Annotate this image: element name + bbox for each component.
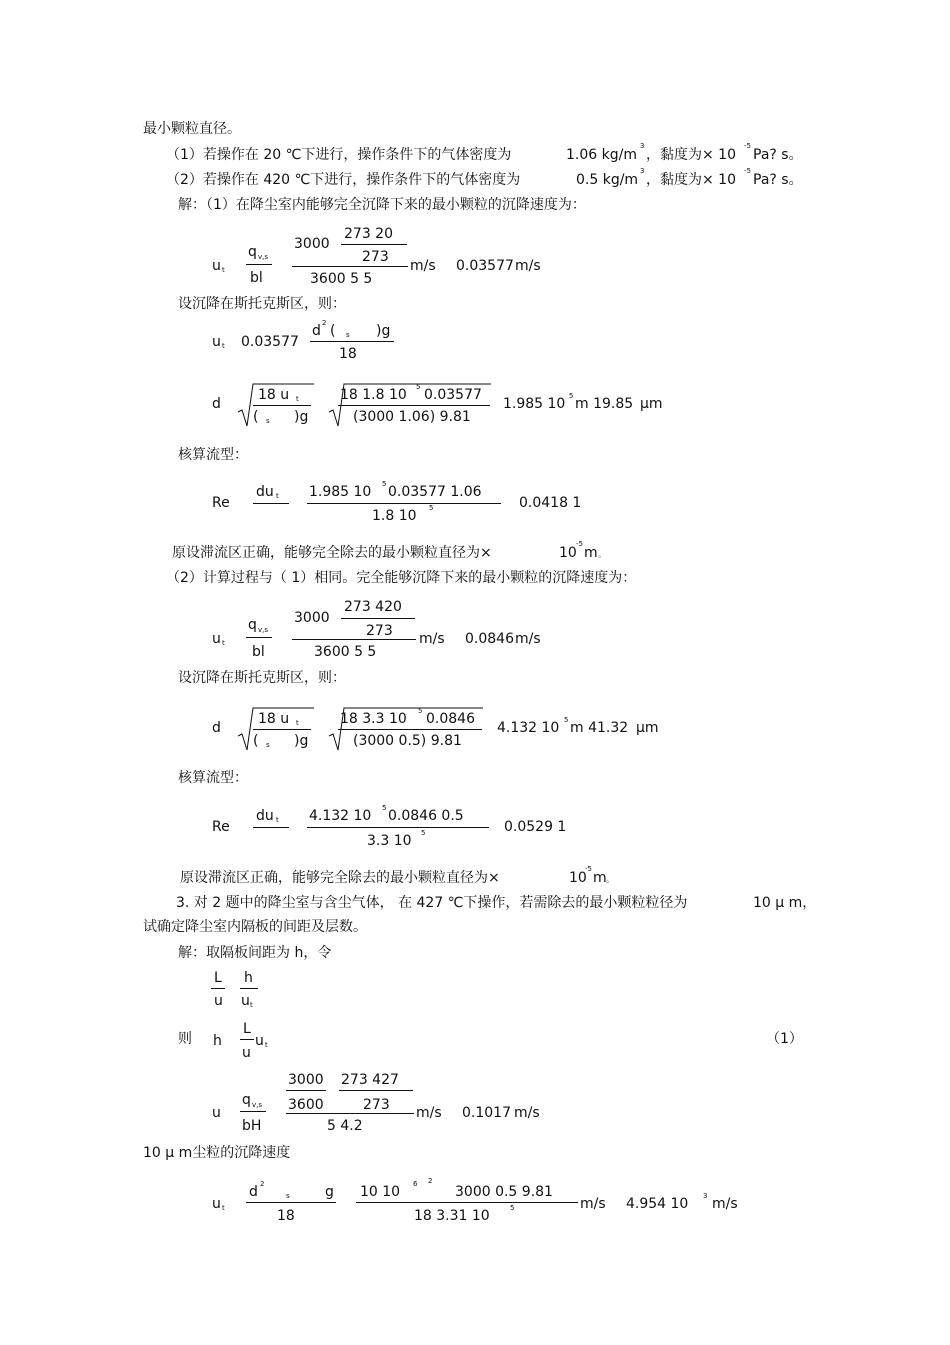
math-number: 18 bbox=[339, 346, 357, 362]
text-line: Pa? s。 bbox=[753, 172, 803, 188]
math-symbol: du bbox=[256, 484, 274, 500]
math-symbol: u bbox=[255, 1033, 264, 1049]
math-number: 0.03577 1.06 bbox=[388, 484, 482, 500]
math-number: 0.0418 1 bbox=[519, 495, 582, 511]
math-symbol: u bbox=[212, 1196, 221, 1212]
text-line: ，黏度为× 10 bbox=[646, 147, 736, 163]
math-symbol: h bbox=[244, 970, 253, 986]
text-line: 解：（1）在降尘室内能够完全沉降下来的最小颗粒的沉降速度为： bbox=[178, 197, 586, 213]
subscript: t bbox=[222, 639, 225, 647]
subscript: s bbox=[266, 741, 270, 749]
math-number: 18 3.3 10 bbox=[340, 711, 407, 727]
math-number: 10 10 bbox=[360, 1184, 401, 1200]
superscript: 5 bbox=[382, 480, 387, 488]
subscript: v,s bbox=[258, 253, 269, 261]
text-line: 设沉降在斯托克斯区，则： bbox=[178, 670, 346, 686]
superscript: 2 bbox=[260, 1180, 265, 1188]
math-symbol: u bbox=[241, 993, 250, 1009]
text-line: 核算流型： bbox=[178, 770, 248, 786]
superscript: 6 bbox=[413, 1180, 418, 1188]
text-line: 10 μ m尘粒的沉降速度 bbox=[143, 1145, 291, 1161]
math-number: 0.0529 1 bbox=[504, 819, 567, 835]
subscript: t bbox=[276, 492, 279, 500]
subscript: s bbox=[286, 1192, 290, 1200]
math-number: 3600 bbox=[288, 1097, 324, 1113]
subscript: t bbox=[222, 1204, 225, 1212]
math-unit: m/s bbox=[515, 631, 541, 647]
text-value: 0.5 kg/m bbox=[576, 172, 639, 188]
math-symbol: Re bbox=[212, 819, 230, 835]
math-number: 18 1.8 10 bbox=[340, 387, 407, 403]
text-line: 最小颗粒直径。 bbox=[143, 121, 241, 137]
text-value: 10 μ m， bbox=[753, 895, 817, 911]
math-number: 18 bbox=[277, 1208, 295, 1224]
superscript: -5 bbox=[585, 865, 592, 873]
text-line: 设沉降在斯托克斯区，则： bbox=[178, 296, 346, 312]
text-value: 1.06 kg/m bbox=[566, 147, 637, 163]
text-line: 原设滞流区正确，能够完全除去的最小颗粒直径为× bbox=[172, 545, 492, 561]
math-number: 4.132 10 bbox=[309, 808, 372, 824]
superscript: -5 bbox=[744, 167, 751, 175]
math-symbol: g bbox=[325, 1184, 334, 1200]
math-symbol: )g bbox=[294, 733, 309, 749]
math-number: 1.985 10 bbox=[309, 484, 372, 500]
math-number: 1.985 10 bbox=[503, 396, 566, 412]
math-symbol: ( bbox=[253, 733, 259, 749]
superscript: 5 bbox=[421, 829, 426, 837]
math-symbol: )g bbox=[376, 323, 391, 339]
math-symbol: ( bbox=[330, 323, 336, 339]
text-line: ，黏度为× 10 bbox=[646, 172, 736, 188]
math-symbol: q bbox=[248, 617, 257, 633]
math-number: 5 4.2 bbox=[327, 1118, 363, 1134]
math-symbol: d bbox=[212, 396, 221, 412]
math-symbol: L bbox=[214, 970, 222, 986]
text-line: 核算流型： bbox=[178, 447, 248, 463]
text-line: （2）计算过程与（ 1）相同。完全能够沉降下来的最小颗粒的沉降速度为： bbox=[166, 570, 637, 586]
math-number: (3000 1.06) 9.81 bbox=[353, 409, 471, 425]
text-value: 10 bbox=[559, 545, 577, 561]
superscript: 2 bbox=[322, 319, 327, 327]
subscript: t bbox=[222, 342, 225, 350]
text-punct: 。 bbox=[606, 875, 614, 884]
math-unit: m/s bbox=[514, 1105, 540, 1121]
superscript: 3 bbox=[640, 167, 645, 175]
superscript: 3 bbox=[703, 1192, 708, 1200]
subscript: t bbox=[265, 1041, 268, 1049]
math-number: 18 u bbox=[258, 711, 290, 727]
subscript: t bbox=[222, 266, 225, 274]
math-symbol: bl bbox=[252, 644, 265, 660]
subscript: t bbox=[296, 719, 299, 727]
text-line: （1）若操作在 20 ℃下进行，操作条件下的气体密度为 bbox=[166, 147, 512, 163]
math-number: 273 420 bbox=[344, 599, 402, 615]
math-symbol: u bbox=[212, 334, 221, 350]
superscript: -5 bbox=[744, 142, 751, 150]
math-number: 273 20 bbox=[344, 226, 393, 242]
superscript: 2 bbox=[428, 1177, 433, 1185]
subscript: v,s bbox=[258, 626, 269, 634]
math-symbol: ( bbox=[253, 409, 259, 425]
math-number: 273 bbox=[363, 1097, 390, 1113]
math-unit: m/s bbox=[416, 1105, 442, 1121]
math-symbol: u bbox=[242, 1045, 251, 1061]
superscript: 5 bbox=[429, 504, 434, 512]
math-number: 273 bbox=[366, 623, 393, 639]
superscript: 5 bbox=[569, 392, 574, 400]
subscript: s bbox=[346, 331, 350, 339]
subscript: t bbox=[276, 816, 279, 824]
superscript: 5 bbox=[416, 383, 421, 391]
text-line: 解：取隔板间距为 h，令 bbox=[178, 945, 332, 961]
superscript: -5 bbox=[576, 540, 583, 548]
math-symbol: bl bbox=[250, 270, 263, 286]
math-number: 18 3.31 10 bbox=[414, 1208, 490, 1224]
math-number: 1.8 10 bbox=[372, 508, 417, 524]
math-number: 3.3 10 bbox=[367, 833, 412, 849]
math-number: 4.954 10 bbox=[626, 1196, 689, 1212]
subscript: t bbox=[250, 1001, 253, 1009]
math-symbol: L bbox=[243, 1021, 251, 1037]
math-symbol: d bbox=[249, 1184, 258, 1200]
math-unit: m/s bbox=[712, 1196, 738, 1212]
math-symbol: u bbox=[212, 631, 221, 647]
text-line: 原设滞流区正确，能够完全除去的最小颗粒直径为× bbox=[180, 870, 500, 886]
math-number: 3000 bbox=[288, 1072, 324, 1088]
math-number: m 41.32 bbox=[570, 720, 629, 736]
superscript: 5 bbox=[564, 716, 569, 724]
math-number: 0.03577 bbox=[456, 258, 514, 274]
text-line: 则 bbox=[178, 1031, 192, 1047]
math-number: 3000 bbox=[294, 610, 330, 626]
superscript: 5 bbox=[382, 804, 387, 812]
math-number: 18 u bbox=[258, 387, 290, 403]
math-number: (3000 0.5) 9.81 bbox=[353, 733, 462, 749]
math-number: 0.03577 bbox=[241, 334, 299, 350]
math-number: 0.03577 bbox=[424, 387, 482, 403]
math-symbol: bH bbox=[242, 1118, 262, 1134]
math-number: 0.0846 0.5 bbox=[388, 808, 464, 824]
math-unit: μm bbox=[636, 720, 659, 736]
text-line: 3. 对 2 题中的降尘室与含尘气体， 在 427 ℃下操作，若需除去的最小颗粒粒径为 bbox=[176, 895, 688, 911]
math-number: 0.1017 bbox=[462, 1105, 511, 1121]
math-symbol: d bbox=[212, 720, 221, 736]
math-number: m 19.85 bbox=[575, 396, 634, 412]
text-value: 10 bbox=[569, 870, 587, 886]
math-unit: m/s bbox=[515, 258, 541, 274]
math-symbol: )g bbox=[294, 409, 309, 425]
math-symbol: du bbox=[256, 808, 274, 824]
math-number: 0.0846 bbox=[465, 631, 514, 647]
math-number: 3600 5 5 bbox=[310, 271, 373, 287]
superscript: 3 bbox=[640, 142, 645, 150]
superscript: 5 bbox=[418, 707, 423, 715]
subscript: t bbox=[296, 395, 299, 403]
superscript: 5 bbox=[510, 1204, 515, 1212]
text-value: m bbox=[584, 545, 598, 561]
math-unit: μm bbox=[640, 396, 663, 412]
text-punct: 。 bbox=[598, 550, 606, 559]
text-line: 试确定降尘室内隔板的间距及层数。 bbox=[143, 919, 367, 935]
math-symbol: h bbox=[213, 1033, 222, 1049]
subscript: s bbox=[266, 417, 270, 425]
math-symbol: q bbox=[248, 244, 257, 260]
math-number: 0.0846 bbox=[426, 711, 475, 727]
math-symbol: u bbox=[212, 1105, 221, 1121]
math-number: 273 bbox=[362, 249, 389, 265]
math-symbol: q bbox=[242, 1092, 251, 1108]
text-value: m bbox=[593, 870, 607, 886]
math-symbol: u bbox=[214, 993, 223, 1009]
math-number: 3600 5 5 bbox=[314, 644, 377, 660]
math-symbol: d bbox=[312, 323, 321, 339]
math-unit: m/s bbox=[419, 631, 445, 647]
math-unit: m/s bbox=[410, 258, 436, 274]
math-number: 273 427 bbox=[341, 1072, 399, 1088]
text-line: Pa? s。 bbox=[753, 147, 803, 163]
subscript: v,s bbox=[252, 1101, 263, 1109]
math-number: 4.132 10 bbox=[497, 720, 560, 736]
math-symbol: Re bbox=[212, 495, 230, 511]
math-unit: m/s bbox=[580, 1196, 606, 1212]
math-symbol: u bbox=[212, 258, 221, 274]
equation-number: （1） bbox=[766, 1031, 803, 1047]
math-number: 3000 0.5 9.81 bbox=[455, 1184, 553, 1200]
text-line: （2）若操作在 420 ℃下进行，操作条件下的气体密度为 bbox=[166, 172, 521, 188]
math-number: 3000 bbox=[294, 236, 330, 252]
